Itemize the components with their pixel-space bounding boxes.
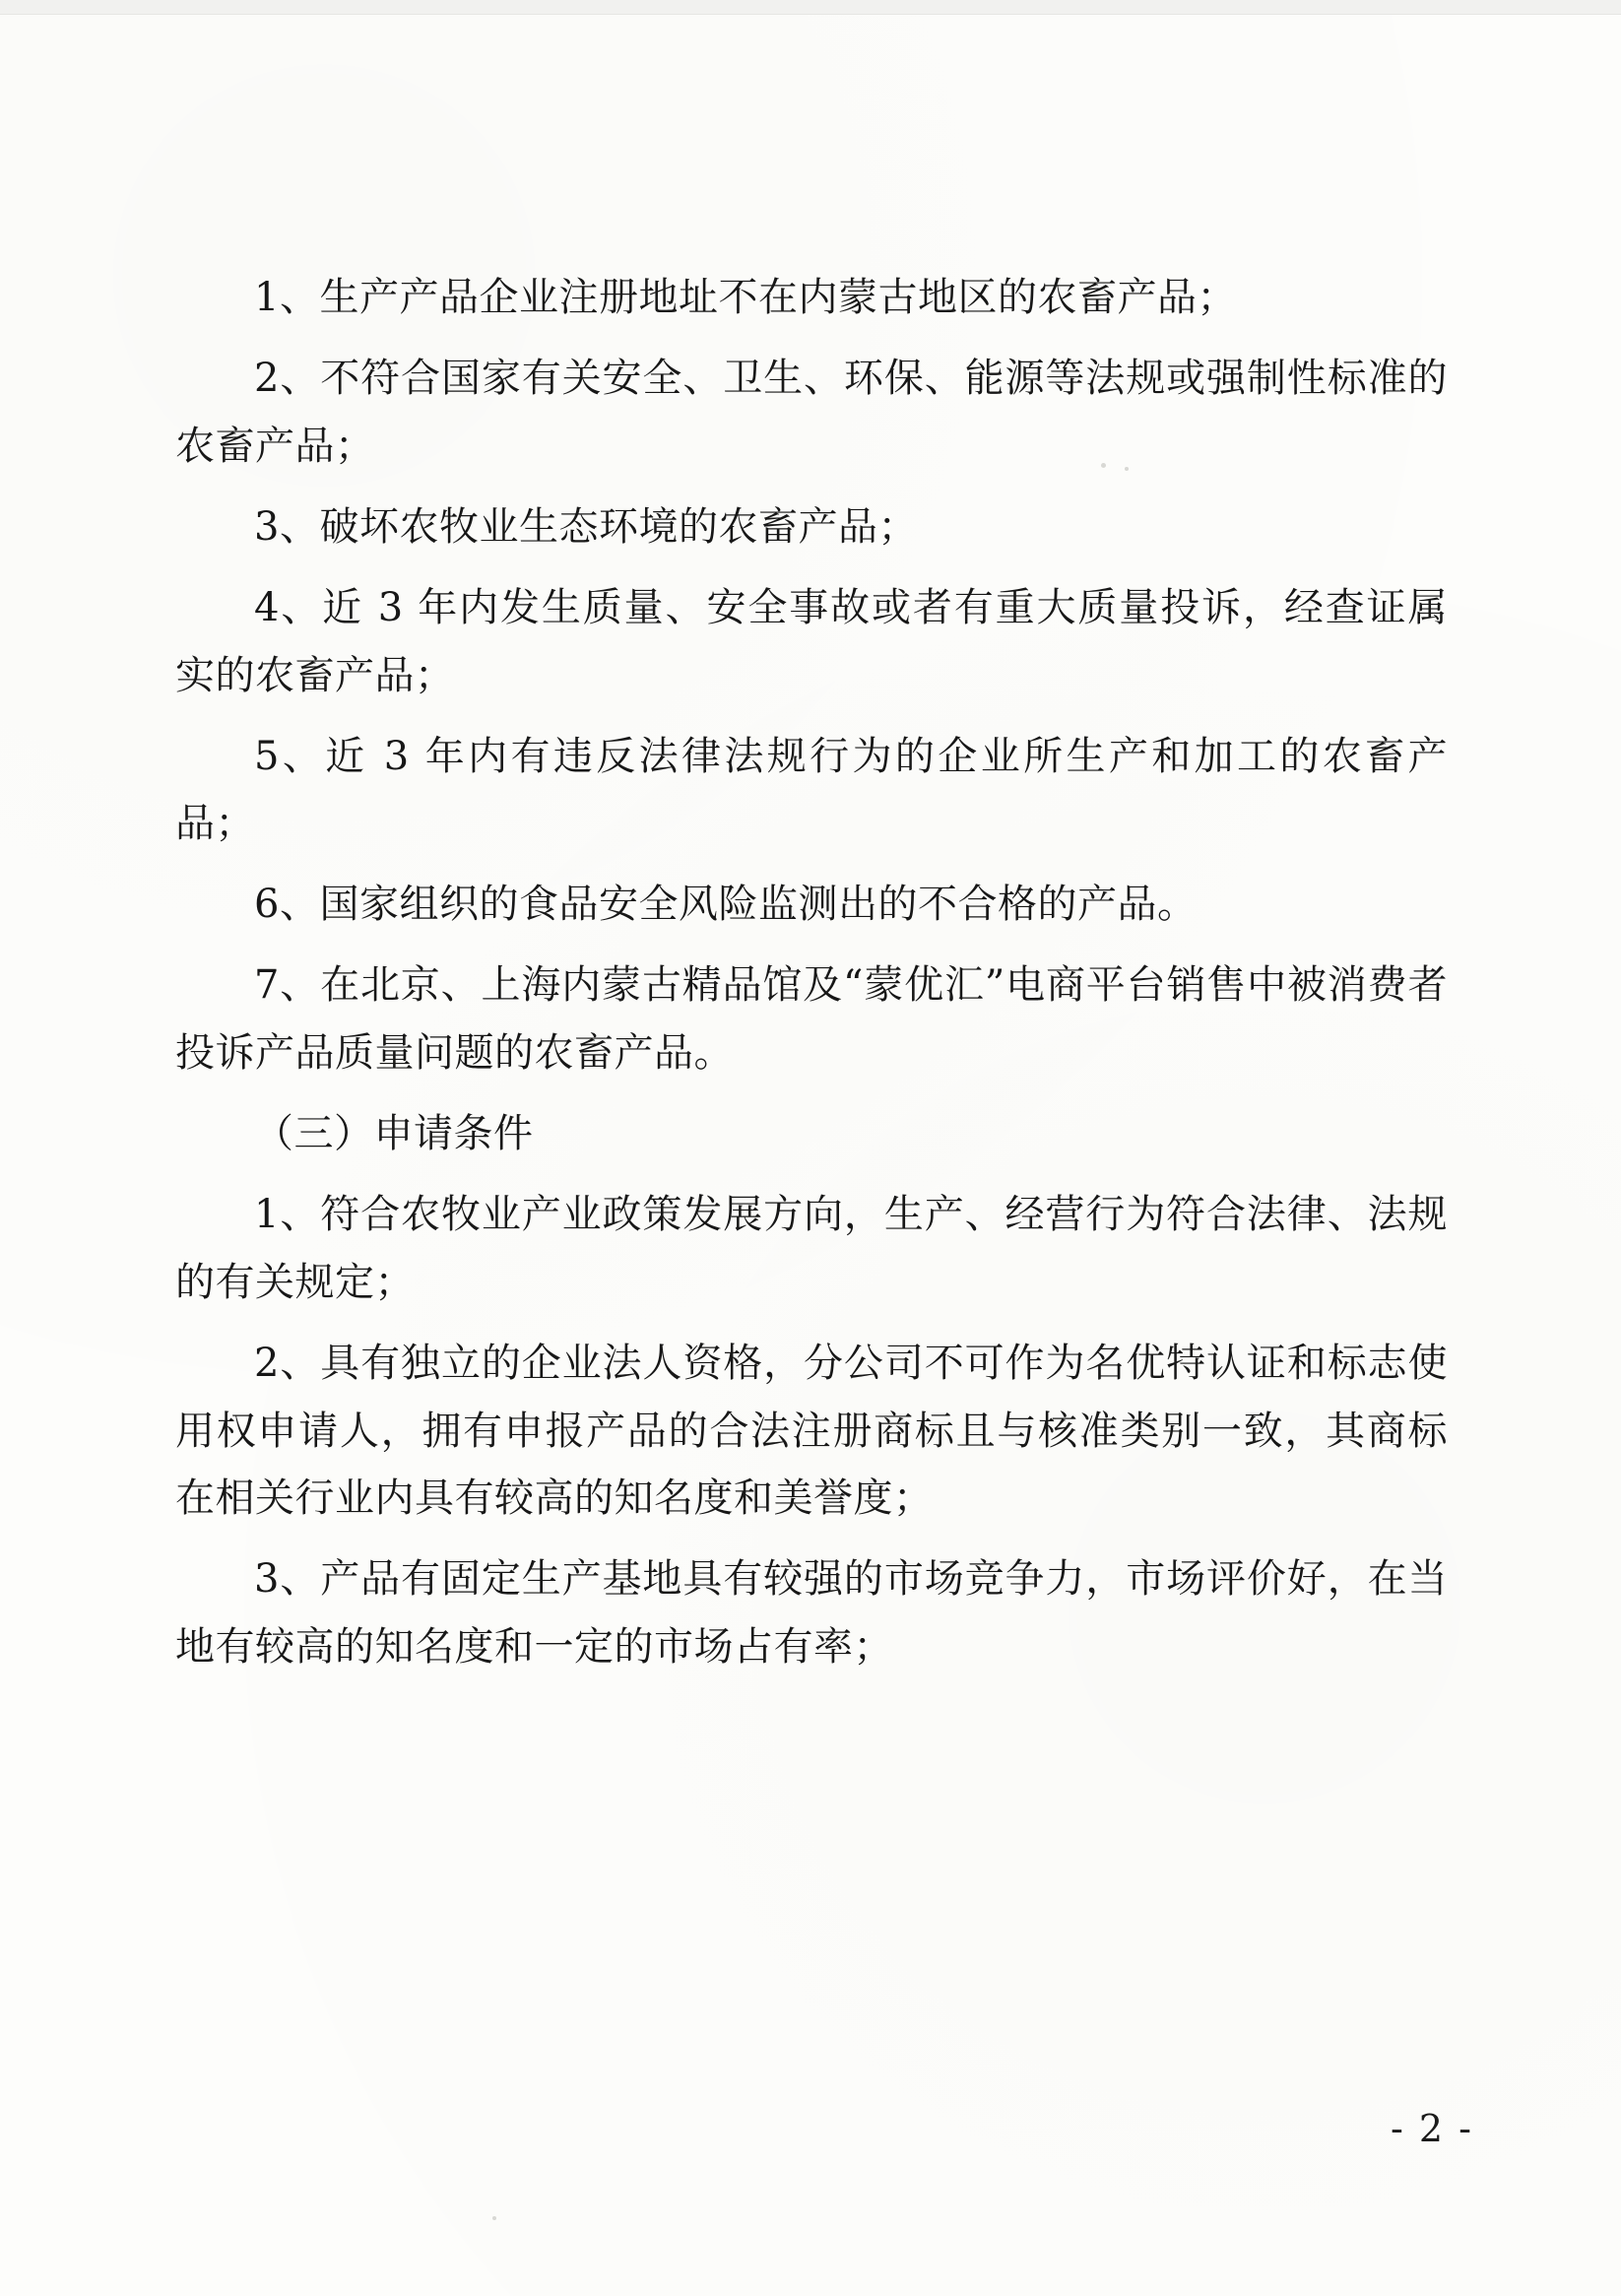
- page-number: - 2 -: [1390, 2107, 1473, 2150]
- scan-speck: [492, 2216, 496, 2220]
- document-body: [175, 264, 1448, 1694]
- paragraph: 7、在北京、上海内蒙古精品馆及“蒙优汇”电商平台销售中被消费者投诉产品质量问题的农畜产品。: [175, 962, 1448, 1077]
- paragraph: 6、国家组织的食品安全风险监测出的不合格的产品。: [254, 882, 1198, 928]
- page-top-edge: [0, 0, 1621, 15]
- paragraph: 4、近 3 年内发生质量、安全事故或者有重大质量投诉，经查证属实的农畜产品；: [175, 584, 1448, 698]
- paragraph: 2、不符合国家有关安全、卫生、环保、能源等法规或强制性标准的农畜产品；: [175, 355, 1448, 469]
- paragraph: 2、具有独立的企业法人资格，分公司不可作为名优特认证和标志使用权申请人，拥有申报产品的合法注册商标且与核准类别一致，其商标在相关行业内具有较高的知名度和美誉度；: [175, 1340, 1448, 1522]
- paragraph: 5、近 3 年内有违反法律法规行为的企业所生产和加工的农畜产品；: [175, 733, 1448, 847]
- paragraph: 3、产品有固定生产基地具有较强的市场竞争力，市场评价好，在当地有较高的知名度和一定的市场占有率；: [175, 1556, 1448, 1671]
- section-heading: （三）申请条件: [254, 1111, 534, 1157]
- paragraph: 1、符合农牧业产业政策发展方向，生产、经营行为符合法律、法规的有关规定；: [175, 1192, 1448, 1305]
- paragraph: 1、生产产品企业注册地址不在内蒙古地区的农畜产品；: [254, 275, 1237, 320]
- paragraph: 3、破坏农牧业生态环境的农畜产品；: [254, 503, 918, 550]
